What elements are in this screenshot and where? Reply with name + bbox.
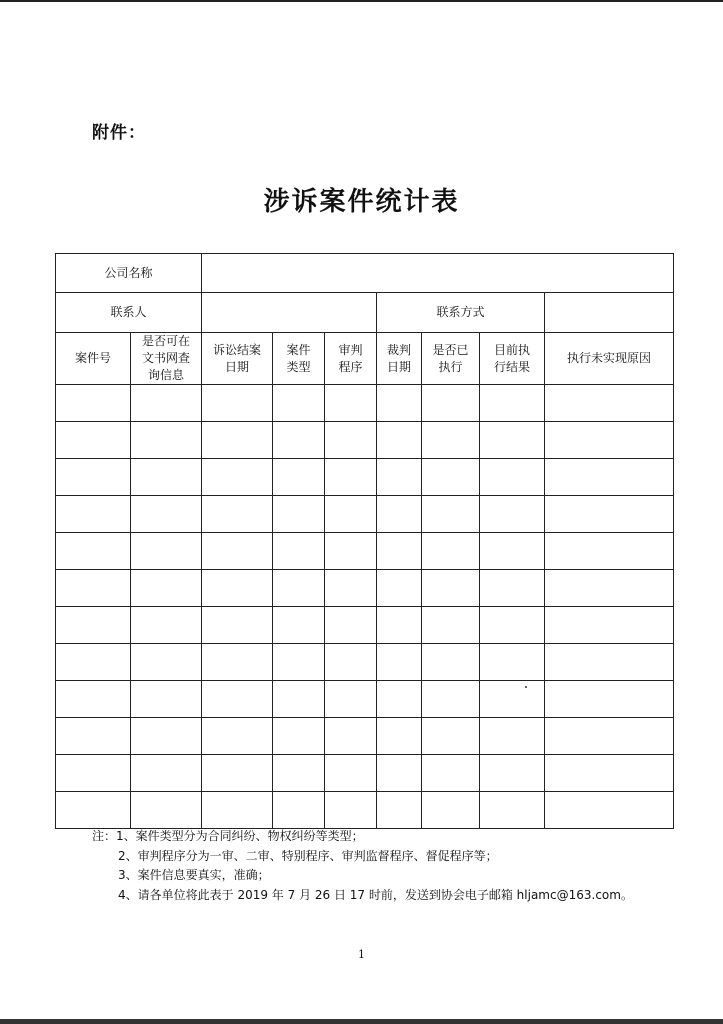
contact-row [56, 293, 674, 333]
table-cell[interactable] [131, 496, 202, 533]
table-cell[interactable] [56, 607, 131, 644]
attachment-label: 附件： [92, 123, 146, 143]
table-cell[interactable] [422, 718, 480, 755]
table-cell[interactable] [56, 718, 131, 755]
table-cell[interactable] [202, 422, 273, 459]
table-cell[interactable] [325, 422, 377, 459]
table-cell[interactable] [273, 755, 325, 792]
table-cell[interactable] [545, 644, 674, 681]
table-cell[interactable] [131, 718, 202, 755]
table-cell[interactable] [377, 755, 422, 792]
table-cell[interactable] [131, 533, 202, 570]
table-cell[interactable] [480, 607, 545, 644]
table-cell[interactable] [480, 681, 545, 718]
table-cell[interactable] [202, 681, 273, 718]
table-cell[interactable] [273, 607, 325, 644]
table-cell[interactable] [377, 718, 422, 755]
table-cell[interactable] [480, 533, 545, 570]
col-header-closing-date: 诉讼结案 日期 [202, 333, 273, 385]
table-cell[interactable] [202, 792, 273, 829]
table-cell[interactable] [377, 570, 422, 607]
table-cell[interactable] [545, 792, 674, 829]
table-cell[interactable] [273, 792, 325, 829]
scan-edge-bottom [0, 1019, 723, 1024]
table-cell[interactable] [202, 644, 273, 681]
scan-edge-top [0, 0, 723, 2]
table-cell[interactable] [480, 496, 545, 533]
table-cell[interactable] [545, 607, 674, 644]
table-cell[interactable] [56, 755, 131, 792]
table-cell[interactable] [273, 533, 325, 570]
table-cell[interactable] [273, 681, 325, 718]
table-cell[interactable] [545, 422, 674, 459]
notes-block [92, 827, 633, 905]
table-cell[interactable] [202, 607, 273, 644]
table-cell[interactable] [325, 718, 377, 755]
table-cell[interactable] [273, 459, 325, 496]
table-cell[interactable] [202, 755, 273, 792]
table-cell[interactable] [480, 385, 545, 422]
col-header-searchable: 是否可在 文书网查 询信息 [131, 333, 202, 385]
table-row [56, 533, 674, 570]
table-cell[interactable] [325, 792, 377, 829]
table-header-row [56, 333, 674, 385]
table-cell[interactable] [422, 459, 480, 496]
table-cell[interactable] [273, 496, 325, 533]
table-cell[interactable] [273, 570, 325, 607]
table-row [56, 459, 674, 496]
col-header-executed: 是否已 执行 [422, 333, 480, 385]
table-cell[interactable] [422, 792, 480, 829]
table-cell[interactable] [545, 459, 674, 496]
company-name-label: 公司名称 [56, 254, 202, 293]
contact-person-label: 联系人 [56, 293, 202, 333]
table-cell[interactable] [545, 718, 674, 755]
table-cell[interactable] [422, 422, 480, 459]
table-cell[interactable] [56, 459, 131, 496]
table-cell[interactable] [325, 681, 377, 718]
table-cell[interactable] [325, 385, 377, 422]
table-row [56, 607, 674, 644]
table-cell[interactable] [131, 792, 202, 829]
table-cell[interactable] [325, 607, 377, 644]
contact-person-field[interactable] [202, 293, 377, 333]
company-name-field[interactable] [202, 254, 674, 293]
table-cell[interactable] [325, 570, 377, 607]
table-cell[interactable] [422, 681, 480, 718]
table-cell[interactable] [56, 681, 131, 718]
table-cell[interactable] [202, 533, 273, 570]
table-cell[interactable] [480, 570, 545, 607]
table-cell[interactable] [131, 644, 202, 681]
scan-speck [525, 686, 527, 688]
table-row [56, 792, 674, 829]
table-cell[interactable] [56, 385, 131, 422]
table-cell[interactable] [422, 644, 480, 681]
table-cell[interactable] [56, 533, 131, 570]
table-cell[interactable] [325, 459, 377, 496]
table-cell[interactable] [202, 718, 273, 755]
table-cell[interactable] [202, 385, 273, 422]
col-header-unrealized-reason: 执行未实现原因 [545, 333, 674, 385]
table-cell[interactable] [545, 570, 674, 607]
case-statistics-table [55, 253, 674, 829]
table-cell[interactable] [325, 496, 377, 533]
table-cell[interactable] [273, 422, 325, 459]
table-cell[interactable] [377, 681, 422, 718]
table-cell[interactable] [56, 496, 131, 533]
table-cell[interactable] [480, 792, 545, 829]
table-cell[interactable] [422, 570, 480, 607]
table-row [56, 718, 674, 755]
table-cell[interactable] [377, 385, 422, 422]
table-cell[interactable] [377, 607, 422, 644]
table-cell[interactable] [480, 459, 545, 496]
table-cell[interactable] [480, 755, 545, 792]
table-row [56, 422, 674, 459]
table-cell[interactable] [377, 459, 422, 496]
table-cell[interactable] [202, 570, 273, 607]
table-cell[interactable] [56, 644, 131, 681]
table-cell[interactable] [545, 385, 674, 422]
table-cell[interactable] [131, 385, 202, 422]
col-header-case-number: 案件号 [56, 333, 131, 385]
table-cell[interactable] [131, 681, 202, 718]
table-cell[interactable] [422, 496, 480, 533]
page-number: 1 [358, 948, 365, 961]
table-cell[interactable] [273, 644, 325, 681]
table-cell[interactable] [202, 496, 273, 533]
table-cell[interactable] [480, 422, 545, 459]
note-line: 注：1、案件类型分为合同纠纷、物权纠纷等类型； [92, 829, 364, 843]
table-row [56, 681, 674, 718]
table-cell[interactable] [545, 755, 674, 792]
table-cell[interactable] [131, 607, 202, 644]
table-cell[interactable] [273, 718, 325, 755]
col-header-case-type: 案件 类型 [273, 333, 325, 385]
table-cell[interactable] [377, 644, 422, 681]
page-title: 涉诉案件统计表 [263, 187, 460, 217]
table-cell[interactable] [273, 385, 325, 422]
table-cell[interactable] [480, 718, 545, 755]
contact-method-label: 联系方式 [377, 293, 545, 333]
table-cell[interactable] [480, 644, 545, 681]
table-cell[interactable] [422, 385, 480, 422]
table-cell[interactable] [422, 607, 480, 644]
table-cell[interactable] [131, 459, 202, 496]
table-cell[interactable] [131, 422, 202, 459]
table-cell[interactable] [56, 422, 131, 459]
table-cell[interactable] [377, 496, 422, 533]
table-cell[interactable] [422, 755, 480, 792]
table-cell[interactable] [545, 681, 674, 718]
col-header-trial-procedure: 审判 程序 [325, 333, 377, 385]
table-cell[interactable] [56, 792, 131, 829]
table-cell[interactable] [202, 459, 273, 496]
note-line: 3、案件信息要真实，准确； [118, 868, 270, 882]
table-cell[interactable] [377, 792, 422, 829]
note-line: 2、审判程序分为一审、二审、特别程序、审判监督程序、督促程序等； [118, 848, 498, 863]
col-header-execution-result: 目前执 行结果 [480, 333, 545, 385]
table-cell[interactable] [422, 533, 480, 570]
table-cell[interactable] [325, 755, 377, 792]
table-cell[interactable] [325, 644, 377, 681]
note-line: 4、请各单位将此表于 2019 年 7 月 26 日 17 时前，发送到协会电子邮箱 hljamc@163.com。 [118, 887, 633, 902]
table-row [56, 570, 674, 607]
table-cell[interactable] [131, 570, 202, 607]
table-cell[interactable] [56, 570, 131, 607]
table-cell[interactable] [545, 533, 674, 570]
table-cell[interactable] [377, 422, 422, 459]
table-cell[interactable] [325, 533, 377, 570]
table-row [56, 755, 674, 792]
table-row [56, 385, 674, 422]
table-cell[interactable] [377, 533, 422, 570]
col-header-judgment-date: 裁判 日期 [377, 333, 422, 385]
table-row [56, 496, 674, 533]
table-row [56, 644, 674, 681]
contact-method-field[interactable] [545, 293, 674, 333]
table-cell[interactable] [131, 755, 202, 792]
company-row [56, 254, 674, 293]
table-cell[interactable] [545, 496, 674, 533]
